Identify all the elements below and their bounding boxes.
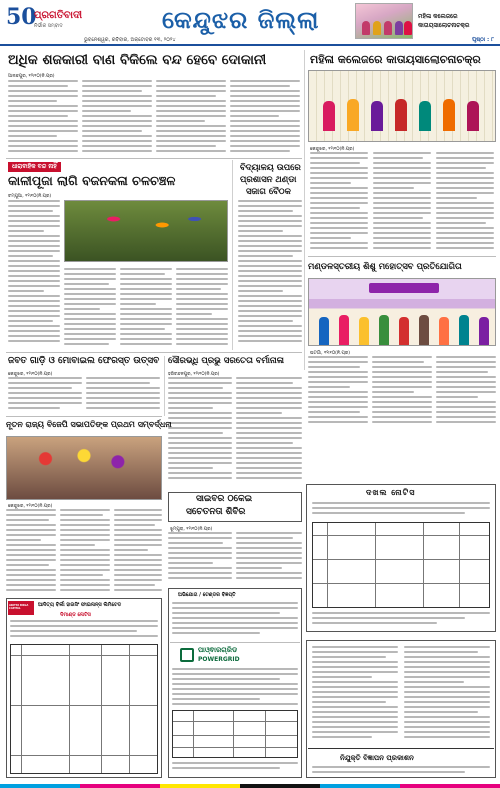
aditya-birla-logo-text: ADITYA BIRLA CAPITAL	[9, 604, 29, 610]
aditya-birla-table	[10, 644, 158, 774]
kalipuja-body-1	[8, 200, 60, 348]
lead-body-col-2	[82, 80, 152, 154]
rally-body-3	[114, 509, 162, 595]
school-headline-1: ବିଦ୍ୟାଳୟ ଉପରେ	[240, 163, 301, 173]
school-body	[238, 200, 302, 348]
dateline	[0, 37, 500, 46]
vehicle-byline: କେନ୍ଦୁଝର, ୧୨ା୧୦(ନି.ପ୍ର)	[8, 372, 53, 377]
rally-body-1	[6, 509, 56, 595]
womens-college-byline: କେନ୍ଦୁଝର, ୧୨ା୧୦(ନି.ପ୍ର)	[310, 147, 355, 152]
rally-body-2	[60, 509, 110, 595]
powergrid-logo-icon	[180, 648, 194, 662]
kalipuja-body-3	[120, 268, 172, 348]
kalipuja-body-2	[64, 268, 116, 348]
camp-body-1	[168, 532, 232, 584]
possession-notice-table	[312, 522, 490, 608]
rally-photo	[6, 436, 162, 500]
kalipuja-body-4	[176, 268, 228, 348]
lead-body-col-1	[8, 80, 78, 154]
lead-body-col-4	[230, 80, 300, 154]
recruitment-ad-footer	[312, 766, 490, 776]
rally-byline: କେନ୍ଦୁଝର, ୧୨ା୧୦(ନି.ପ୍ର)	[8, 504, 53, 509]
lead-body-col-3	[156, 80, 226, 154]
notice-intro	[312, 502, 490, 520]
womens-college-body-2	[373, 152, 431, 252]
masthead-promo-caption: ମହିଳା କଲେଜରେ କାତାୟସାଲୋଚନାଚକ୍ର	[418, 13, 470, 29]
womens-college-headline: ମହିଳା କଲେଜରେ କାତାୟସାଲୋଚନାଚକ୍ର	[310, 53, 481, 66]
powergrid-body	[172, 668, 298, 708]
aditya-birla-header: ଆଦିତ୍ୟ ବିର୍ଲା ହାଉସିଂ ଫାଇନାନ୍ସ ଲିମିଟେଡ	[38, 602, 122, 608]
shishu-body-1	[308, 356, 368, 426]
shishu-headline: ମଣ୍ଡଳସ୍ତରୀୟ ଶିଶୁ ମହୋତ୍ସବ ପ୍ରତିଯୋଗିତା	[308, 262, 462, 272]
school-headline-3: ସଜାଗ ବୈଠକ	[246, 187, 291, 197]
possession-notice-title: ଦଖଲ ନୋଟିସ	[366, 488, 416, 497]
cultural-headline: ସୌରଭ୍ଧି ପ୍ରଭୁ ସରତେତା ବର୍ମାନାଳା	[168, 356, 284, 366]
page-number: ପୃଷ୍ଠା : ୮	[472, 37, 494, 43]
section-strap: ଧାରାବାହିକ ବନ୍ଦ ନାହିଁ	[8, 162, 61, 172]
vehicle-body-2	[86, 377, 160, 413]
kalipuja-photo	[64, 200, 228, 262]
kalipuja-headline: କାଳୀପୂଜା ଲାଗି ବଜନକଳା ଚଳଚଞ୍ଚଳ	[8, 173, 176, 188]
vehicle-body-1	[8, 377, 82, 413]
rally-headline: ନୂତନ ରାଜ୍ୟ ବିଜେପି ସଭାପତିଙ୍କ ପ୍ରଥମ ସମ୍ବର୍ଦ୍ଧନା	[6, 420, 172, 429]
womens-college-photo	[308, 70, 496, 142]
cultural-byline: ହରିଚନ୍ଦନପୁର, ୧୨ା୧୦(ନି.ପ୍ର)	[168, 372, 220, 377]
recruitment-body-2	[404, 646, 490, 744]
powergrid-table	[172, 710, 298, 758]
newspaper-tagline: ନିର୍ଭୀକ ସମ୍ବାଦ	[34, 23, 63, 29]
kalipuja-byline: ଚମ୍ପୁଆ, ୧୨ା୧୦(ନି.ପ୍ର)	[8, 194, 52, 199]
masthead-promo-photo	[355, 3, 413, 39]
cultural-body-2	[236, 377, 302, 487]
newspaper-name: ପ୍ରଗତିବାଦୀ	[34, 10, 83, 21]
lead-headline: ଅଧିକ ଶଜକାରୀ ବାଣ ବିକିଲେ ବନ୍ଦ ହେବେ ଦୋକାନୀ	[8, 52, 267, 68]
camp-body-2	[236, 532, 302, 584]
notice-footer	[312, 612, 490, 630]
tender-header: ଅଭିଯୋଗ / ଟେଣ୍ଡର ବିଜ୍ଞପ୍ତି	[178, 592, 236, 598]
powergrid-sub: POWERGRID	[198, 656, 240, 663]
tender-body	[172, 602, 298, 640]
print-color-bar	[0, 784, 500, 788]
powergrid-name: ପାଓ୍ଵାରଗ୍ରିଡ	[198, 646, 238, 654]
aditya-birla-body	[10, 620, 158, 642]
camp-byline: ଝୁମ୍ପୁରା, ୧୨ା୧୦(ନି.ପ୍ର)	[170, 527, 213, 532]
recruitment-body-1	[312, 646, 398, 744]
aditya-birla-sub: ଦିମାଣ୍ଡ ନୋଟିସ	[60, 612, 91, 618]
masthead	[0, 0, 500, 46]
cultural-body-1	[168, 377, 232, 487]
shishu-body-3	[436, 356, 496, 426]
camp-headline-2: ସଚେତନତା ଶିବିର	[186, 507, 246, 517]
womens-college-body-3	[436, 152, 494, 252]
recruitment-ad-title: ନିଯୁକ୍ତି ବିଜ୍ଞାପନ ପ୍ରକାଶନ	[340, 754, 414, 762]
womens-college-body-1	[310, 152, 368, 252]
vehicle-headline: ଜବତ ଗାଡ଼ି ଓ ମୋବାଇଲ ଫେରସ୍ତ ଉତ୍ସବ	[8, 356, 160, 366]
powergrid-footer	[172, 762, 298, 776]
issue-date: ଭୁବନେଶ୍ୱର, ରବିବାର, ଅକ୍ଟୋବର ୧୩, ୨୦୨୪	[84, 37, 176, 43]
shishu-photo	[308, 278, 496, 346]
camp-headline-1: ସାଇବର ଠକେଇ	[196, 494, 253, 504]
shishu-body-2	[372, 356, 432, 426]
school-headline-2: ପ୍ରଶାସନ ଥଣ୍ଡା	[240, 175, 297, 185]
district-title: କେନ୍ଦୁଝର ଜିଲ୍ଲା	[162, 6, 320, 34]
shishu-byline: ଘଟଗାଁ, ୧୨ା୧୦(ନି.ପ୍ର)	[310, 351, 350, 356]
lead-byline: ଆନନ୍ଦପୁର, ୧୨ା୧୦(ନି.ପ୍ର)	[8, 74, 55, 79]
anniversary-logo: 50	[6, 4, 37, 30]
